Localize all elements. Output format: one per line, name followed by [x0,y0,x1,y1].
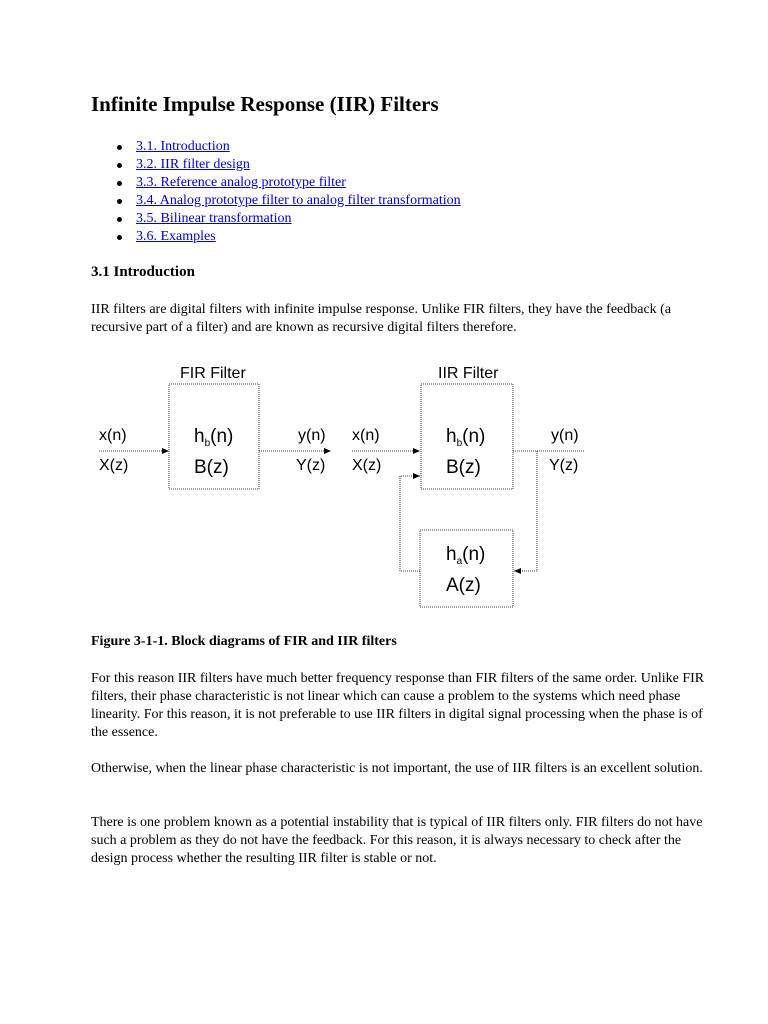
toc-item [91,156,461,174]
iir-block-transfer: B(z) [446,457,481,478]
figure-caption: Figure 3-1-1. Block diagrams of FIR and IIR filters [91,634,397,649]
toc-item [91,192,461,210]
feedback-return-arrow [514,451,537,571]
toc-link-bilinear-transformation[interactable]: 3.5. Bilinear transformation [136,211,292,226]
iir-title: IIR Filter [438,365,499,382]
paragraph-frequency-response: For this reason IIR filters have much better frequency response than FIR filters of the same order. Unlike FIR filters, their phase characteristic is not linear which can cause a problem to the systems which need phase linearity. For this reason, it is not preferable to use IIR filters in digital signal processing when the phase is of the essence. [91,671,705,740]
iir-input-time: x(n) [352,427,380,444]
toc-item [91,138,461,156]
toc-link-examples[interactable]: 3.6. Examples [136,229,216,244]
iir-input-z: X(z) [352,457,382,474]
iir-output-z: Y(z) [549,457,579,474]
iir-output-time: y(n) [551,427,579,444]
toc-item [91,228,461,246]
fir-output-time: y(n) [298,427,326,444]
feedback-block-impulse: $h_a(n)$ [446,544,486,567]
section-heading: 3.1 Introduction [91,264,195,280]
fir-input-time: x(n) [99,427,127,444]
table-of-contents [91,138,461,246]
page-title: Infinite Impulse Response (IIR) Filters [91,92,439,116]
intro-paragraph: IIR filters are digital filters with infinite impulse response. Unlike FIR filters, they have the feedback (a recursive part of a filter) and are known as recursive digital filters therefore. [91,302,672,335]
toc-link-iir-filter-design[interactable]: 3.2. IIR filter design [136,157,250,172]
iir-block-impulse: $h_b(n)$ [446,426,486,449]
feedback-input-arrow [400,476,420,571]
paragraph-instability: There is one problem known as a potential instability that is typical of IIR filters only. FIR filters do not have such a problem as they do not have the feedback. For this reason, it is always necessary to check after the design process whether the resulting IIR filter is stable or not. [91,815,703,866]
toc-item [91,174,461,192]
toc-item [91,210,461,228]
fir-input-z: X(z) [99,457,129,474]
paragraph-linear-phase: Otherwise, when the linear phase characteristic is not important, the use of IIR filters is an excellent solution. [91,761,703,776]
toc-link-analog-transformation[interactable]: 3.4. Analog prototype filter to analog filter transformation [136,193,461,208]
fir-output-z: Y(z) [296,457,326,474]
fir-block-transfer: B(z) [194,457,229,478]
block-diagram [80,355,600,615]
fir-block-impulse: $h_b(n)$ [194,426,234,449]
fir-title: FIR Filter [180,365,246,382]
feedback-block-transfer: A(z) [446,575,481,596]
toc-link-reference-analog-prototype[interactable]: 3.3. Reference analog prototype filter [136,175,346,190]
toc-link-introduction[interactable]: 3.1. Introduction [136,139,230,154]
